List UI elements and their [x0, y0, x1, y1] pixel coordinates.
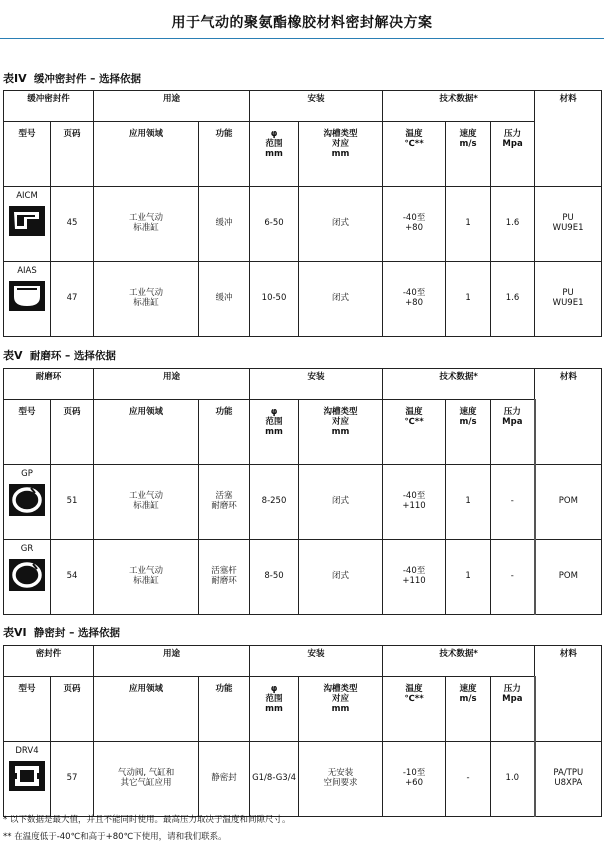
- model-code: DRV4: [15, 746, 39, 756]
- cell-page: 45: [51, 187, 94, 262]
- column-header-function: 功能: [199, 677, 250, 742]
- cell-func: 活塞杆 耐磨环: [199, 540, 250, 615]
- header-group-installation: 安装: [250, 91, 383, 122]
- cell-page: 57: [51, 742, 94, 817]
- cell-temp: -40至 +110: [383, 540, 446, 615]
- selection-table: [3, 645, 602, 817]
- cell-material: PA/TPU U8XPA: [535, 742, 602, 817]
- cell-func: 活塞 耐磨环: [199, 465, 250, 540]
- cell-app: 气动阀, 气缸和 其它气缸应用: [94, 742, 199, 817]
- column-header-temperature: 温度 ℃**: [383, 122, 446, 187]
- cell-speed: -: [446, 742, 491, 817]
- cell-range: G1/8-G3/4: [250, 742, 299, 817]
- footnotes: [3, 812, 290, 846]
- column-header-speed: 速度 m/s: [446, 400, 491, 465]
- aias-profile-icon: [4, 281, 50, 311]
- model-cell: [4, 465, 51, 540]
- column-header-app: 应用领域: [94, 677, 199, 742]
- cell-pressure: -: [491, 540, 535, 615]
- cell-range: 8-250: [250, 465, 299, 540]
- column-header-model: 型号: [4, 400, 51, 465]
- table-number: 表VI: [3, 626, 27, 639]
- cell-speed: 1: [446, 262, 491, 337]
- cell-speed: 1: [446, 187, 491, 262]
- cell-pressure: 1.0: [491, 742, 535, 817]
- cell-groove: 闭式: [299, 540, 383, 615]
- cell-func: 缓冲: [199, 262, 250, 337]
- header-group-installation: 安装: [250, 646, 383, 677]
- cell-groove: 闭式: [299, 262, 383, 337]
- cell-pressure: 1.6: [491, 187, 535, 262]
- cell-temp: -40至 +80: [383, 262, 446, 337]
- model-cell: [4, 187, 51, 262]
- column-header-groove: 沟槽类型 对应 mm: [299, 122, 383, 187]
- aicm-profile-icon: [4, 206, 50, 236]
- table-caption: [3, 347, 116, 363]
- table-row: [4, 540, 602, 615]
- header-group-technical: 技术数据*: [383, 91, 535, 122]
- column-header-function: 功能: [199, 400, 250, 465]
- drv4-profile-icon: [4, 761, 50, 791]
- table-caption: [3, 624, 120, 640]
- table-caption: [3, 70, 141, 86]
- header-group-seal: 耐磨环: [4, 369, 94, 400]
- cell-app: 工业气动 标准缸: [94, 465, 199, 540]
- page-title: 用于气动的聚氨酯橡胶材料密封解决方案: [171, 15, 433, 31]
- cell-speed: 1: [446, 465, 491, 540]
- footnote-2: ** 在温度低于-40℃和高于+80℃下使用，请和我们联系。: [3, 832, 227, 842]
- column-header-speed: 速度 m/s: [446, 122, 491, 187]
- table-row: [4, 742, 602, 817]
- model-cell: [4, 262, 51, 337]
- selection-table: [3, 90, 602, 337]
- header-group-seal: 密封件: [4, 646, 94, 677]
- model-code: GR: [20, 544, 34, 554]
- table-caption-text: 静密封 – 选择依据: [33, 627, 120, 639]
- cell-temp: -40至 +80: [383, 187, 446, 262]
- cell-material: PU WU9E1: [535, 187, 602, 262]
- cell-page: 54: [51, 540, 94, 615]
- cell-material: POM: [535, 465, 602, 540]
- column-header-model: 型号: [4, 122, 51, 187]
- cell-page: 51: [51, 465, 94, 540]
- column-header-pressure: 压力 Mpa: [491, 677, 535, 742]
- model-cell: [4, 742, 51, 817]
- column-header-temperature: 温度 ℃**: [383, 677, 446, 742]
- cell-range: 8-50: [250, 540, 299, 615]
- title-divider: [0, 38, 604, 39]
- header-material: 材料: [535, 369, 602, 465]
- column-header-speed: 速度 m/s: [446, 677, 491, 742]
- column-header-pressure: 压力 Mpa: [491, 122, 535, 187]
- header-group-installation: 安装: [250, 369, 383, 400]
- model-code: AICM: [16, 191, 38, 201]
- model-code: GP: [21, 469, 33, 479]
- column-header-page: 页码: [51, 677, 94, 742]
- gp-ring-icon: [4, 484, 50, 516]
- cell-range: 6-50: [250, 187, 299, 262]
- table-row: [4, 465, 602, 540]
- table-number: 表V: [3, 349, 23, 362]
- column-header-app: 应用领域: [94, 122, 199, 187]
- cell-groove: 闭式: [299, 187, 383, 262]
- column-header-app: 应用领域: [94, 400, 199, 465]
- column-header-page: 页码: [51, 400, 94, 465]
- cell-groove: 无安装 空间要求: [299, 742, 383, 817]
- table-row: [4, 262, 602, 337]
- cell-material: PU WU9E1: [535, 262, 602, 337]
- cell-app: 工业气动 标准缸: [94, 540, 199, 615]
- column-header-range: φ 范围 mm: [250, 400, 299, 465]
- column-header-function: 功能: [199, 122, 250, 187]
- cell-pressure: 1.6: [491, 262, 535, 337]
- cell-material: POM: [535, 540, 602, 615]
- cell-pressure: -: [491, 465, 535, 540]
- header-group-technical: 技术数据*: [383, 369, 535, 400]
- cell-page: 47: [51, 262, 94, 337]
- cell-func: 缓冲: [199, 187, 250, 262]
- header-material: 材料: [535, 646, 602, 742]
- cell-app: 工业气动 标准缸: [94, 187, 199, 262]
- selection-table: [3, 368, 602, 615]
- header-group-usage: 用途: [94, 646, 250, 677]
- gr-ring-icon: [4, 559, 50, 591]
- column-header-range: φ 范围 mm: [250, 122, 299, 187]
- model-cell: [4, 540, 51, 615]
- column-header-groove: 沟槽类型 对应 mm: [299, 400, 383, 465]
- table-caption-text: 缓冲密封件 – 选择依据: [33, 73, 141, 85]
- cell-range: 10-50: [250, 262, 299, 337]
- column-header-pressure: 压力 Mpa: [491, 400, 535, 465]
- cell-groove: 闭式: [299, 465, 383, 540]
- table-number: 表IV: [3, 72, 27, 85]
- header-group-usage: 用途: [94, 369, 250, 400]
- header-group-seal: 缓冲密封件: [4, 91, 94, 122]
- column-header-temperature: 温度 ℃**: [383, 400, 446, 465]
- table-caption-text: 耐磨环 – 选择依据: [29, 350, 116, 362]
- column-header-model: 型号: [4, 677, 51, 742]
- header-group-technical: 技术数据*: [383, 646, 535, 677]
- column-header-page: 页码: [51, 122, 94, 187]
- model-code: AIAS: [17, 266, 37, 276]
- cell-func: 静密封: [199, 742, 250, 817]
- cell-temp: -40至 +110: [383, 465, 446, 540]
- table-row: [4, 187, 602, 262]
- cell-app: 工业气动 标准缸: [94, 262, 199, 337]
- cell-temp: -10至 +60: [383, 742, 446, 817]
- column-header-range: φ 范围 mm: [250, 677, 299, 742]
- cell-speed: 1: [446, 540, 491, 615]
- header-group-usage: 用途: [94, 91, 250, 122]
- header-material: 材料: [535, 91, 602, 187]
- footnote-1: * 以下数据是最大值，并且不能同时使用。最高压力取决于温度和间隙尺寸。: [3, 815, 291, 825]
- column-header-groove: 沟槽类型 对应 mm: [299, 677, 383, 742]
